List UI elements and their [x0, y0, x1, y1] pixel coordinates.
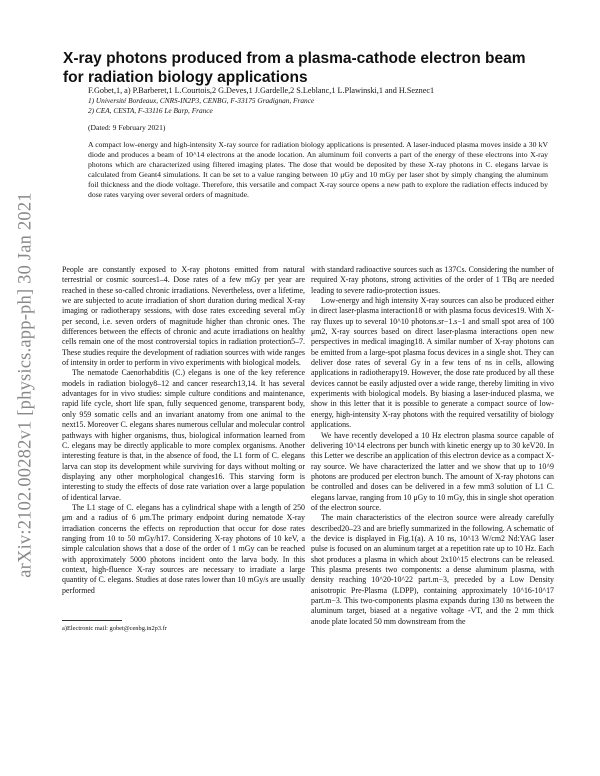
affiliation-1: 1) Université Bordeaux, CNRS-IN2P3, CENBG, F-33175 Gradignan, France — [88, 96, 315, 105]
affiliations — [88, 96, 568, 116]
arxiv-identifier[interactable]: arXiv:2102.00282v1 [physics.app-ph] 30 Jan 2021 — [15, 192, 36, 578]
paragraph: The nematode Caenorhabditis (C.) elegans is one of the key reference models in radiation biology8–12 and cancer research13,14. It has several advantages for in vivo studies: simple culture conditions and maintenance, rapid life cycle, short life span, fully sequenced genome, transparent body, only 959 somatic cells and an invariant anatomy from one animal to the next15. Moreover C. elegans shares numerous cellular and molecular control pathways with higher organisms, thus, biological information learned from C. elegans may be directly applicable to more complex organisms. Another interesting feature is that, in the absence of food, the L1 form of C. elegans larva can stop its development while surviving for days without molting or displaying any other morphological changes16. This starving form is interesting to study the effects of dose rate variation over a large population of identical larvae. — [62, 368, 305, 502]
arxiv-sidebar — [6, 150, 46, 620]
affiliation-2: 2) CEA, CESTA, F-33116 Le Barp, France — [88, 106, 213, 115]
abstract: A compact low-energy and high-intensity X-ray source for radiation biology applications is presented. A laser-induced plasma moves inside a 30 kV diode and produces a beam of 10^14 electrons at the anode location. An aluminum foil converts a part of the energy of these electrons into X-ray photons which are characterized using filtered imaging plates. The dose that would be deposited by these X-ray photons in C. elegans larvae is calculated from Geant4 simulations. It can be set to a value ranging between 10 μGy and 10 mGy per laser shot by simply changing the aluminum foil thickness and the diode voltage. Therefore, this versatile and compact X-ray source opens a new path to explore the radiation effects induced by dose rates varying over several orders of magnitude. — [88, 140, 548, 200]
footnote-divider — [62, 620, 122, 621]
author-list: F.Gobet,1, a) P.Barberet,1 L.Courtois,2 G.Deves,1 J.Gardelle,2 S.Leblanc,1 L.Plawinski,1 and H.Seznec1 — [88, 86, 435, 95]
paragraph: The main characteristics of the electron source were already carefully described20–23 and are briefly summarized in the following. A schematic of the device is displayed in Fig.1(a). A 10 ns, 10^13 W/cm2 Nd:YAG laser pulse is focused on an aluminum target at a repetition rate up to 10 Hz. Each shot produces a plasma in which about 2x10^15 electrons can be released. This plasma presents two components: a dense aluminum plasma, with density reaching 10^20-10^22 part.m−3, preceded by a Low Density anisotropic Pre-Plasma (LDPP), containing approximately 10^16-10^17 part.m−3. This two-components plasma expands during 130 ns between the aluminum target, biased at a negative voltage -VT, and the 2 mm thick anode plate located 50 mm downstream from the — [311, 513, 554, 626]
left-column — [62, 265, 305, 596]
paragraph: We have recently developed a 10 Hz electron plasma source capable of delivering 10^14 electrons per bunch with kinetic energy up to 30 keV20. In this Letter we describe an application of this electron device as a compact X-ray source. We have characterized the latter and we show that up to 10^9 photons are produced per electron bunch. The amount of X-ray photons can be controlled and doses can be delivered in a few mm3 solution of L1 C. elegans larvae, ranging from 10 μGy to 10 mGy, this in single shot operation of the electron source. — [311, 430, 554, 512]
right-column — [311, 265, 554, 627]
footnote-email[interactable]: a)Electronic mail: gobet@cenbg.in2p3.fr — [62, 625, 167, 632]
paragraph: People are constantly exposed to X-ray photons emitted from natural terrestrial or cosmic sources1–4. Dose rates of a few mGy per year are reached in these so-called chronic irradiations. Nevertheless, over a lifetime, we are subjected to acute irradiation of short duration during medical X-ray imaging or radiotherapy sessions, with dose rates exceeding several mGy per second, i.e. seven orders of magnitude higher than chronic ones. The differences between the effects of chronic and acute irradiations on healthy cells remain one of the most controversial topics in radiation protection5–7. These studies require the development of radiation sources with wide ranges of intensity in order to perform in vivo experiments with biological models. — [62, 265, 305, 368]
paragraph: The L1 stage of C. elegans has a cylindrical shape with a length of 250 μm and a radius of 6 μm.The primary endpoint during nematode X-ray irradiation concerns the effects on reproduction that occur for dose rates ranging from 10 to 50 mGy/h17. Considering X-ray photons of 10 keV, a simple calculation shows that a dose of the order of 1 mGy can be reached with approximately 5000 photons incident onto the larva body. In this context, high-fluence X-ray sources are necessary to irradiate a large quantity of C. elegans. Studies at dose rates lower than 10 mGy/s are usually performed — [62, 502, 305, 595]
paper-title: X-ray photons produced from a plasma-cathode electron beam for radiation biology applications — [63, 50, 526, 86]
date-line: (Dated: 9 February 2021) — [88, 123, 166, 132]
paragraph: with standard radioactive sources such as 137Cs. Considering the number of required X-ray photons, strong activities of the order of 1 TBq are needed leading to severe radio-protection issues. — [311, 265, 554, 295]
paragraph: Low-energy and high intensity X-ray sources can also be produced either in direct laser-plasma interaction18 or with plasma focus devices19. With X-ray fluxes up to several 10^10 photons.sr−1.s−1 and small spot area of 100 μm2, X-ray sources based on direct laser-plasma interactions open new perspectives in medical imaging18. A similar number of X-ray photons can be emitted from a large-spot plasma focus devices in a single shot. They can deliver dose rates of several Gy in a few tens of ns in cells, allowing applications in radiotherapy19. However, the dose rate produced by all these devices cannot be easily adjusted over a wide range, thereby limiting in vivo experiments with biological models. By biasing a laser-induced plasma, we show in this letter that it is possible to generate a compact source of low-energy, high-intensity X-ray photons with the required versatility of biology applications. — [311, 296, 554, 430]
